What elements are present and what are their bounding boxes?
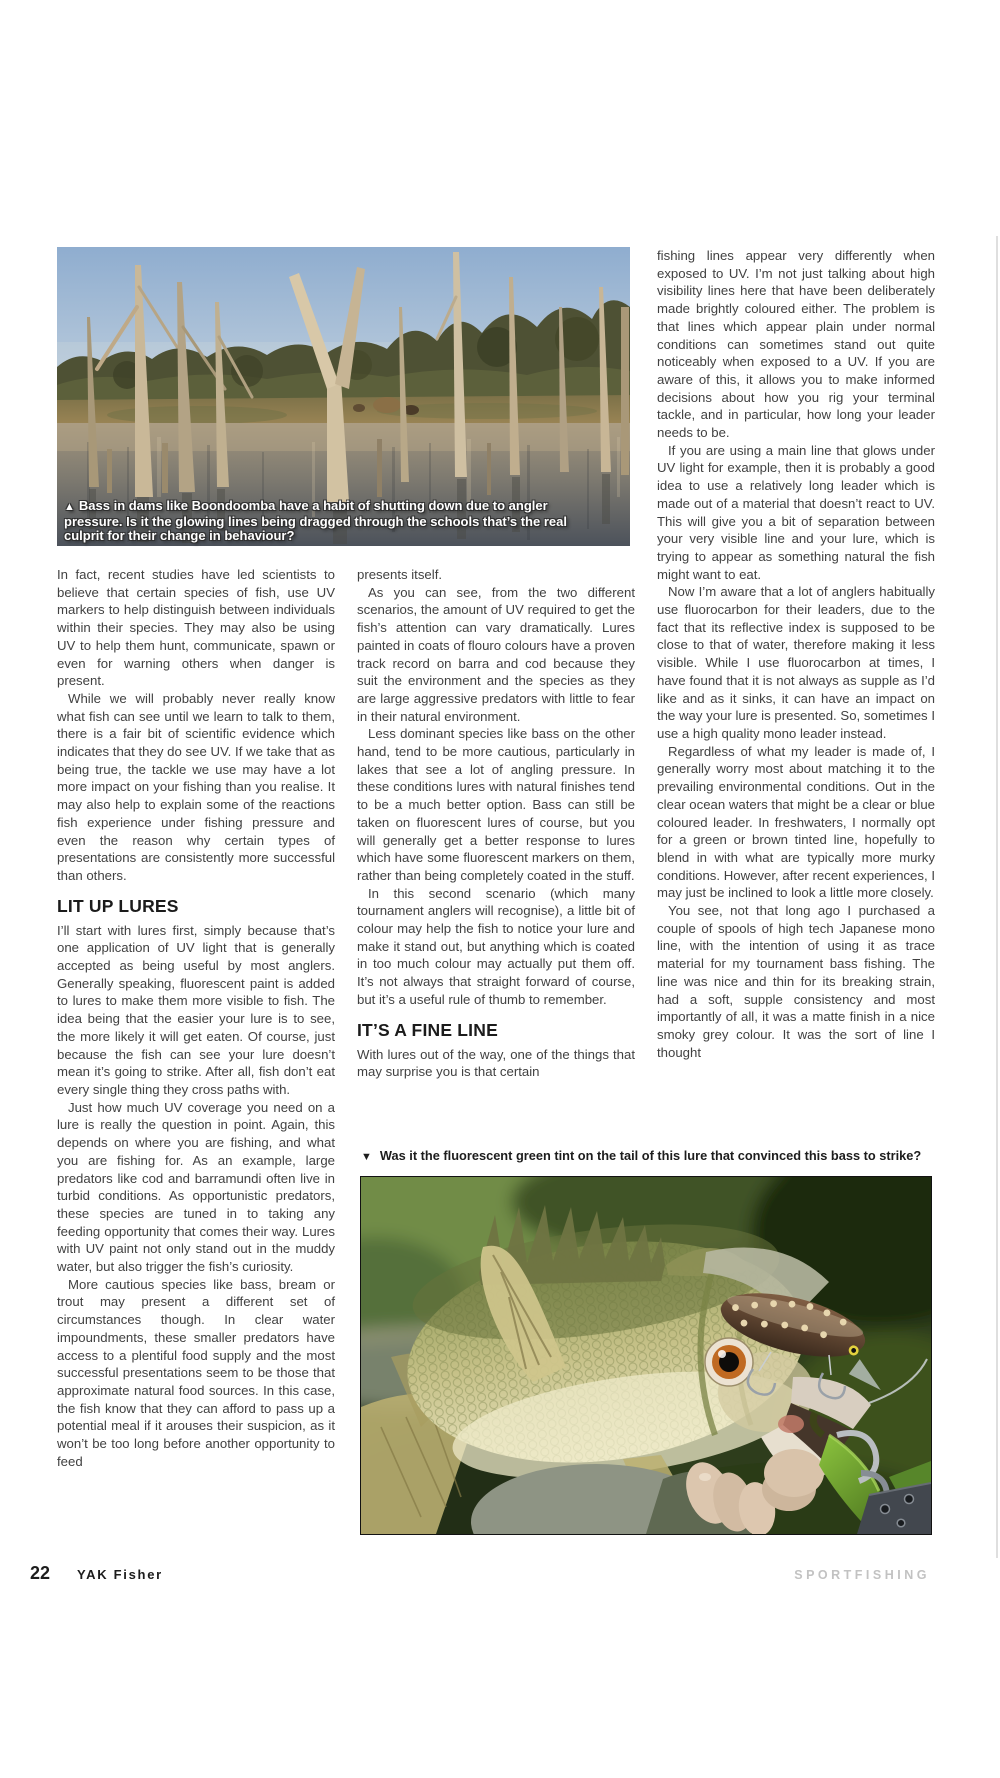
paragraph: If you are using a main line that glows under UV light for example, then it is probably a good idea to use a relatively long leader which is made out of a material that doesn’t react to UV. This will give you a bit of separation between your very visible line and your lure, which is trying to appear as something natural the fish might want to eat. bbox=[657, 442, 935, 582]
lake-photo bbox=[57, 247, 630, 546]
lake-photo-caption-text: Bass in dams like Boondoomba have a habit of shutting down due to angler pressure. Is it the glowing lines being dragged through the schools that’s the real culprit for their change in behaviour? bbox=[64, 498, 567, 544]
bass-photo-illustration bbox=[361, 1177, 931, 1534]
paragraph: I’ll start with lures first, simply because that’s one application of UV light that is generally accepted as being useful by most anglers. Generally speaking, fluorescent paint is added to lures to make them more visible to fish. The idea being that the easier your lure is to see, the more likely it will get eaten. Of course, just because the fish can see your lure doesn’t mean it’s going to strike. After all, fish don’t eat every single thing they cross paths with. bbox=[57, 922, 335, 1097]
paragraph: With lures out of the way, one of the things that may surprise you is that certain bbox=[357, 1046, 635, 1080]
heading-lit-up-lures: LIT UP LURES bbox=[57, 895, 179, 916]
paragraph: Just how much UV coverage you need on a lure is really the question in point. Again, this depends on where you are fishing, and what you are fishing for. As an example, large predators like cod and barramundi often live in turbid conditions. As opportunistic predators, these species are tuned in to taking any feeding opportunity that comes their way. Lures with UV paint not only stand out in the muddy water, but also trigger the fish’s curiosity. bbox=[57, 1099, 335, 1275]
paragraph: Less dominant species like bass on the other hand, tend to be more cautious, particularly in lakes that see a lot of angling pressure. In these conditions lures with natural finishes tend to be a much better option. Bass can still be taken on fluorescent lures of course, but you will generally get a better response to lures which have some fluorescent markers on them, rather than being completely coated in the stuff. bbox=[357, 726, 635, 883]
paragraph: presents itself. bbox=[357, 567, 443, 582]
page-number: 22 bbox=[30, 1563, 51, 1583]
up-triangle-icon: ▲ bbox=[64, 501, 75, 514]
paragraph: In fact, recent studies have led scientists to believe that certain species of fish, use UV markers to help distinguish between individuals within their species. They may also be using UV to help them hunt, communicate, spawn or even for warning others when danger is present. bbox=[57, 567, 335, 689]
paragraph: You see, not that long ago I purchased a couple of spools of high tech Japanese mono line, with the intention of using it as trace material for my tournament bass fishing. The line was nice and thin for its breaking strain, had a soft, supple consistency and most importantly of all, it was a matte finish in a nice smoky grey colour. It was the sort of line I thought bbox=[657, 903, 935, 1060]
bass-photo-caption bbox=[361, 1148, 933, 1165]
paragraph: While we will probably never really know what fish can see until we learn to talk to them, there is a fair bit of scientific evidence which indicates that they do see UV. If we take that as being true, the tackle we use may have a lot more impact on your fishing than you realise. It may also help to explain some of the reactions fish experience under fishing pressure and even the reason why certain types of presentations are consistently more successful than others. bbox=[57, 690, 335, 883]
column-left bbox=[57, 566, 335, 1470]
bass-photo-caption-text: Was it the fluorescent green tint on the tail of this lure that convinced this bass to strike? bbox=[379, 1148, 922, 1163]
column-right bbox=[657, 247, 935, 1061]
paragraph: fishing lines appear very differently when exposed to UV. I’m not just talking about high visibility lines here that have been deliberately made brightly coloured either. The problem is that lines which appear plain under normal conditions can sometimes stand out quite noticeably when exposed to a UV. If you are aware of this, it allows you to make informed decisions about how you rig your terminal tackle, and in particular, how long your leader needs to be. bbox=[657, 248, 935, 441]
paragraph: In this second scenario (which many tournament anglers will recognise), a little bit of colour may help the fish to notice your lure and make it stand out, but anything which is coated in too much colour may actually put them off. It’s not always that straight forward of course, but it’s a useful rule of thumb to remember. bbox=[357, 885, 635, 1007]
fish-eye bbox=[705, 1338, 753, 1386]
paragraph: More cautious species like bass, bream or trout may present a different set of circumstances though. In clear water impoundments, these smaller predators have access to a plentiful food supply and the most successful presentations seem to be those that approximate natural food sources. In this case, the fish know that they can afford to pass up a potential meal if it arouses their suspicion, as it won’t be too long before another opportunity to feed bbox=[57, 1276, 335, 1469]
magazine-name: YAK Fisher bbox=[77, 1567, 163, 1582]
page-edge-line bbox=[996, 236, 998, 1558]
paragraph: Regardless of what my leader is made of, I generally worry most about matching it to the prevailing environmental conditions. Out in the clear ocean waters that might be a clear or blue coloured leader. In freshwaters, I normally opt for a green or brown tinted line, hopefully to blend in with what are typically more murky conditions. However, after recent experiences, I may just be inclined to look a little more closely. bbox=[657, 743, 935, 901]
section-label: SPORTFISHING bbox=[794, 1568, 930, 1582]
heading-its-a-fine-line: IT’S A FINE LINE bbox=[357, 1019, 498, 1040]
paragraph: Now I’m aware that a lot of anglers habitually use fluorocarbon for their leaders, due to the fact that its reflective index is supposed to be close to that of water, therefore making it less visible. While I use fluorocarbon at times, I have found that it is not always as supple as I’d like and as it sinks, it can have an impact on the way your lure is presented. So, sometimes I use a high quality mono leader instead. bbox=[657, 584, 935, 741]
column-middle bbox=[357, 566, 635, 1081]
lake-photo-caption bbox=[64, 499, 604, 544]
down-triangle-icon: ▼ bbox=[361, 1151, 372, 1163]
bass-photo bbox=[360, 1176, 932, 1535]
paragraph: As you can see, from the two different scenarios, the amount of UV required to get the fish’s attention can vary dramatically. Lures painted in coats of flouro colours have a proven track record on barra and cod because they suit the environment and the species as they are large aggressive predators with little to fear in their natural environment. bbox=[357, 584, 635, 724]
